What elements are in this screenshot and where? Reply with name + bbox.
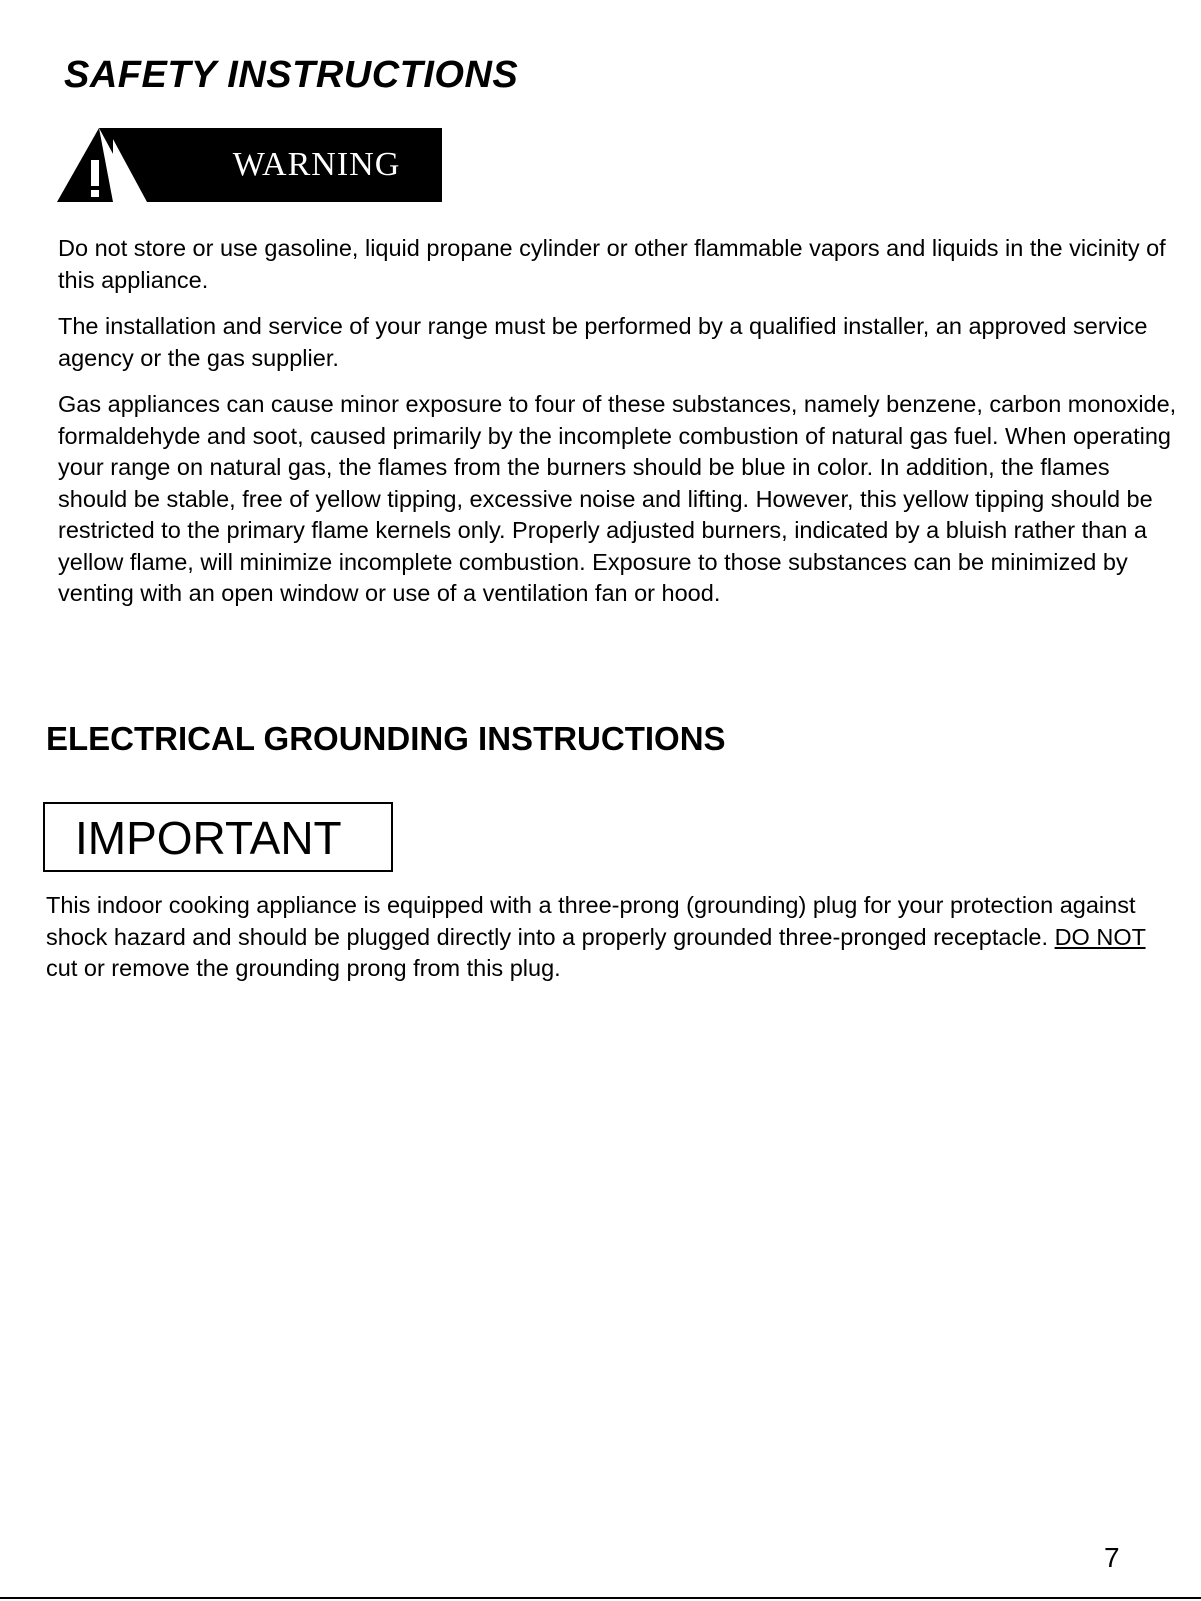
safety-paragraph-2: The installation and service of your range must be performed by a qualified installer, an approved service agency or the gas supplier. — [58, 313, 1148, 371]
grounding-paragraph — [46, 890, 1166, 985]
safety-paragraph-1: Do not store or use gasoline, liquid propane cylinder or other flammable vapors and liquids in the vicinity of this appliance. — [58, 235, 1166, 293]
warning-label — [57, 128, 401, 202]
grounding-paragraph-tail: cut or remove the grounding prong from this plug. — [46, 955, 561, 981]
warning-triangle-icon — [57, 128, 197, 202]
safety-paragraph-3: Gas appliances can cause minor exposure to four of these substances, namely benzene, carbon monoxide, formaldehyde and soot, caused primarily by the incomplete combustion of natural gas fuel. When operating your range on natural gas, the flames from the burners should be blue in color. In addition, the flames should be stable, free of yellow tipping, excessive noise and lifting. However, this yellow tipping should be restricted to the primary flame kernels only. Properly adjusted burners, indicated by a bluish rather than a yellow flame, will minimize incomplete combustion. Exposure to those substances can be minimized by venting with an open window or use of a ventilation fan or hood. — [58, 391, 1177, 606]
safety-instructions-title: SAFETY INSTRUCTIONS — [64, 54, 519, 96]
grounding-paragraph-text: This indoor cooking appliance is equipped with a three-prong (grounding) plug for your protection against shock hazard and should be plugged directly into a properly grounded three-pronged receptacle. — [46, 892, 1136, 950]
important-box — [43, 802, 393, 872]
do-not-emphasis: DO NOT — [1054, 923, 1146, 950]
page-number: 7 — [1104, 1542, 1120, 1573]
warning-label-text: WARNING — [191, 128, 442, 202]
electrical-grounding-title: ELECTRICAL GROUNDING INSTRUCTIONS — [46, 720, 726, 757]
important-label: IMPORTANT — [75, 812, 342, 864]
bottom-divider — [0, 1597, 1201, 1599]
